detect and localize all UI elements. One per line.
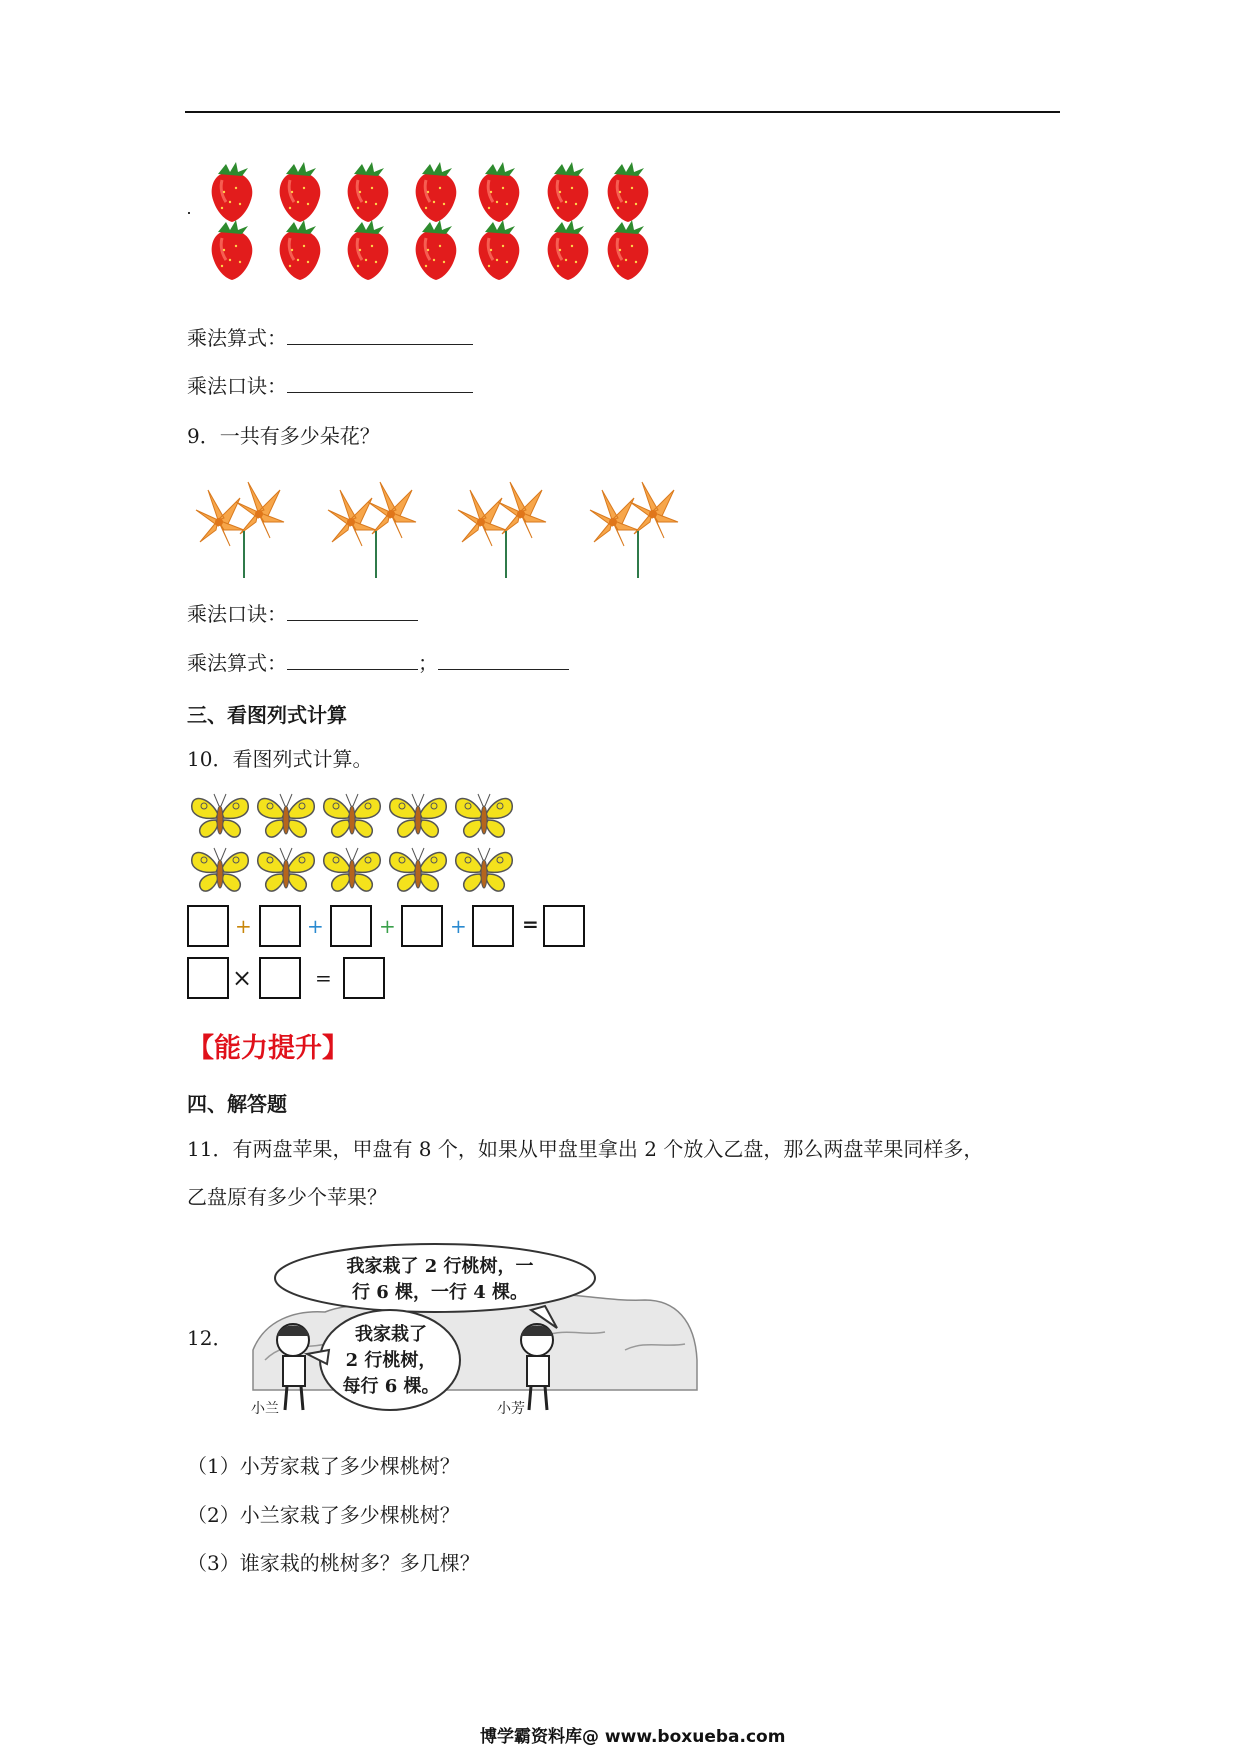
sum-box[interactable] — [543, 905, 585, 947]
plus-sign-3: + — [379, 914, 396, 938]
stray-dot — [188, 212, 190, 214]
q12-sub3: （3）谁家栽的桃树多？多几棵？ — [187, 1551, 480, 1575]
addend-box-5[interactable] — [472, 905, 514, 947]
times-sign: × — [232, 964, 253, 992]
addend-box-2[interactable] — [259, 905, 301, 947]
q9-rhyme-line — [187, 602, 418, 626]
addend-box-1[interactable] — [187, 905, 229, 947]
q8-formula-label: 乘法算式： — [187, 326, 287, 350]
factor-box-1[interactable] — [187, 957, 229, 999]
q12-sub2: （2）小兰家栽了多少棵桃树？ — [187, 1503, 460, 1527]
q8-formula-line — [187, 326, 473, 350]
q8-rhyme-line — [187, 374, 473, 398]
q9-formula-label: 乘法算式： — [187, 651, 287, 675]
q9-rhyme-label: 乘法口诀： — [187, 602, 287, 626]
plus-sign-4: + — [450, 914, 467, 938]
butterflies-illustration — [190, 788, 530, 900]
name-right: 小芳 — [497, 1401, 525, 1417]
section3-title: 三、看图列式计算 — [187, 703, 347, 727]
q12-illustration — [245, 1240, 700, 1425]
factor-box-2[interactable] — [259, 957, 301, 999]
header-rule — [185, 111, 1060, 113]
q9-formula-blank-1[interactable] — [287, 651, 418, 670]
section4-title: 四、解答题 — [187, 1092, 287, 1116]
name-left: 小兰 — [251, 1401, 279, 1417]
bubble-left-text — [341, 1322, 441, 1400]
addend-box-3[interactable] — [330, 905, 372, 947]
footer-watermark: 博学霸资料库@ www.boxueba.com — [480, 1727, 786, 1747]
bubble-left-line2: 2 行桃树， — [345, 1350, 437, 1371]
equals-sign-2: = — [315, 966, 332, 990]
plus-sign-1: + — [235, 914, 252, 938]
flowers-illustration — [188, 470, 718, 580]
q9-formula-blank-2[interactable] — [438, 651, 569, 670]
q11-line1: 11．有两盘苹果，甲盘有 8 个，如果从甲盘里拿出 2 个放入乙盘，那么两盘苹果同样多， — [187, 1137, 984, 1161]
q8-formula-blank[interactable] — [287, 326, 473, 345]
bubble-top-line1: 我家栽了 2 行桃树，一 — [346, 1256, 534, 1277]
q10-question: 10．看图列式计算。 — [187, 747, 373, 771]
q9-rhyme-blank[interactable] — [287, 602, 418, 621]
q9-separator: ； — [418, 651, 438, 675]
q11-line2: 乙盘原有多少个苹果？ — [187, 1185, 387, 1209]
product-box[interactable] — [343, 957, 385, 999]
ability-title: 【能力提升】 — [187, 1033, 349, 1064]
equals-sign-1: = — [522, 912, 539, 936]
q12-number: 12． — [187, 1326, 233, 1350]
q9-formula-line — [187, 651, 569, 675]
plus-sign-2: + — [307, 914, 324, 938]
q9-question: 9．一共有多少朵花？ — [187, 424, 380, 448]
bubble-top-line2: 行 6 棵，一行 4 棵。 — [351, 1282, 529, 1303]
q8-rhyme-blank[interactable] — [287, 374, 473, 393]
bubble-top-text — [345, 1254, 535, 1306]
addend-box-4[interactable] — [401, 905, 443, 947]
bubble-left-line3: 每行 6 棵。 — [342, 1376, 440, 1397]
bubble-left-line1: 我家栽了 — [355, 1324, 427, 1345]
q12-sub1: （1）小芳家栽了多少棵桃树？ — [187, 1454, 460, 1478]
q8-rhyme-label: 乘法口诀： — [187, 374, 287, 398]
strawberries-illustration — [200, 160, 670, 285]
